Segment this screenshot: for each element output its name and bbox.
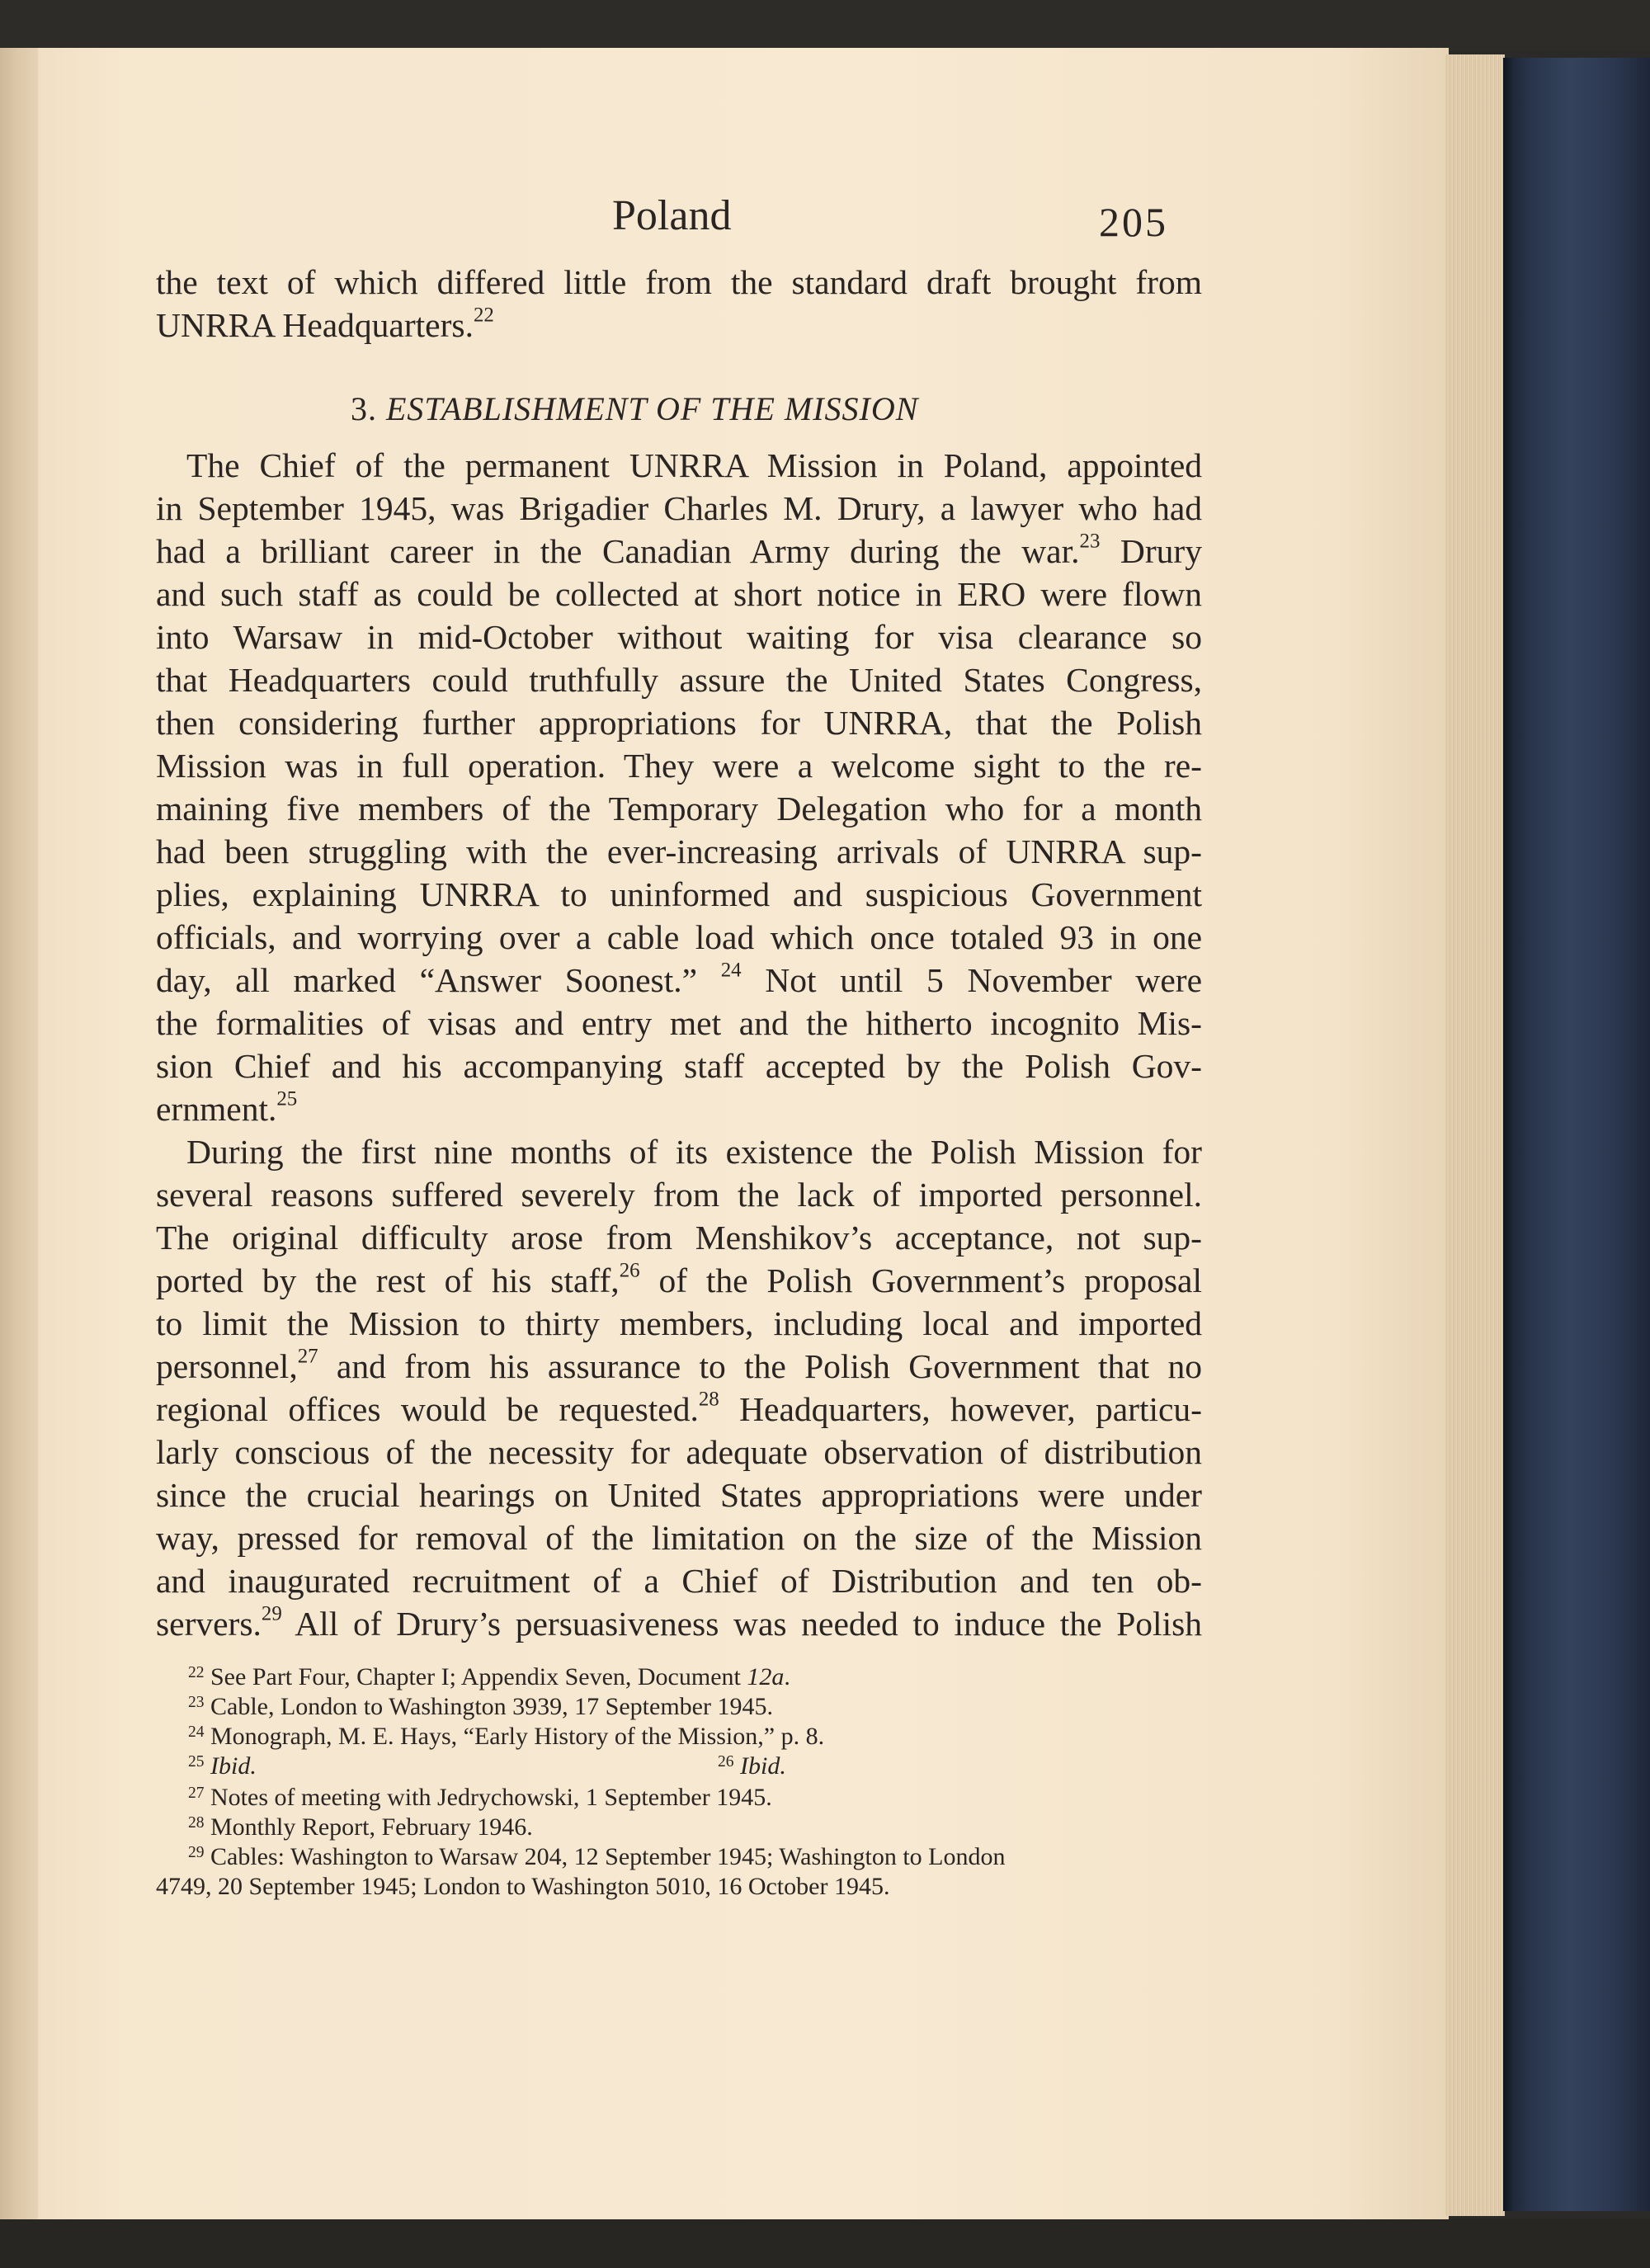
text-line: During the first nine months of its existence the Polish Mission for [186,1133,1202,1171]
text-line: personnel,$^{27}$ and from his assurance to the Polish Government that no [156,1345,1202,1385]
footnote-27: $^{27}$ Notes of meeting with Jedrychowski, 1 September 1945. [188,1784,772,1811]
text-line: that Headquarters could truthfully assure the United States Congress, [156,661,1202,699]
footnote-ref: 22 [473,304,494,327]
footnote-ref: 25 [276,1087,298,1110]
footnote-ref: 23 [1079,530,1101,553]
text-line: several reasons suffered severely from the lack of imported personnel. [156,1176,1202,1214]
footnote-29: $^{29}$ Cables: Washington to Warsaw 204, 12 September 1945; Washington to London [188,1843,1006,1870]
text-line: had a brilliant career in the Canadian Army during the war.$^{23}$ Drury [156,530,1202,570]
footnote-ref: 29 [261,1602,282,1625]
footnote-29-continued: 4749, 20 September 1945; London to Washington 5010, 16 October 1945. [156,1873,890,1900]
text-line: The Chief of the permanent UNRRA Mission in Poland, appointed [186,446,1202,484]
background-bottom [0,2219,1650,2268]
section-heading: 3. ESTABLISHMENT OF THE MISSION [351,390,919,427]
text-line: larly conscious of the necessity for adequate observation of distribution [156,1433,1202,1471]
text-line: sion Chief and his accompanying staff accepted by the Polish Gov- [156,1047,1202,1085]
text-line: to limit the Mission to thirty members, including local and imported [156,1304,1202,1342]
page-block-edges [1445,54,1505,2216]
footnote-28: $^{28}$ Monthly Report, February 1946. [188,1813,533,1841]
text-line: servers.$^{29}$ All of Drury’s persuasiveness was needed to induce the Polish [156,1602,1202,1643]
text-line: ported by the rest of his staff,$^{26}$ of the Polish Government’s proposal [156,1259,1202,1299]
text-line: maining five members of the Temporary Delegation who for a month [156,790,1202,828]
text-line: into Warsaw in mid-October without waiting for visa clearance so [156,618,1202,656]
text-line: then considering further appropriations for UNRRA, that the Polish [156,704,1202,742]
text-line: ernment.$^{25}$ [156,1087,298,1128]
book-cover [1503,58,1650,2211]
footnote-25: $^{25}$ Ibid. [188,1752,257,1780]
text-line: since the crucial hearings on United States appropriations were under [156,1476,1202,1514]
text-line: plies, explaining UNRRA to uninformed and suspicious Government [156,875,1202,913]
footnote-23: $^{23}$ Cable, London to Washington 3939, 17 September 1945. [188,1693,773,1720]
text-line: the text of which differed little from the standard draft brought from [156,263,1202,301]
text-line: day, all marked “Answer Soonest.” $^{24}$ Not until 5 November were [156,959,1202,999]
text-line: and such staff as could be collected at short notice in ERO were flown [156,575,1202,613]
text-line: UNRRA Headquarters.$^{22}$ [156,304,494,344]
footnote-ref: 24 [720,959,742,982]
text-line: in September 1945, was Brigadier Charles M. Drury, a lawyer who had [156,489,1202,527]
text-line: officials, and worrying over a cable load which once totaled 93 in one [156,918,1202,956]
facing-page-edge [0,48,43,2222]
text-line: the formalities of visas and entry met and the hitherto incognito Mis- [156,1004,1202,1042]
footnote-22: $^{22}$ See Part Four, Chapter I; Appendix Seven, Document 12a. [188,1663,790,1690]
footnote-ref: 28 [698,1388,719,1411]
footnote-24: $^{24}$ Monograph, M. E. Hays, “Early History of the Mission,” p. 8. [188,1723,825,1750]
book-cover-shadow [1503,58,1515,2211]
background-top [0,0,1650,51]
running-head-title: Poland [612,192,732,239]
footnote-ref: 26 [619,1259,640,1282]
text-line: regional offices would be requested.$^{28}$ Headquarters, however, particu- [156,1388,1202,1428]
text-line: and inaugurated recruitment of a Chief of Distribution and ten ob- [156,1562,1202,1600]
text-line: had been struggling with the ever-increasing arrivals of UNRRA sup- [156,832,1202,870]
text-line: Mission was in full operation. They were a welcome sight to the re- [156,747,1202,785]
text-line: way, pressed for removal of the limitation on the size of the Mission [156,1519,1202,1557]
footnote-26: $^{26}$ Ibid. [718,1752,786,1780]
footnote-ref: 27 [297,1345,318,1368]
text-line: The original difficulty arose from Menshikov’s acceptance, not sup- [156,1219,1202,1257]
page-number: 205 [1099,199,1168,245]
